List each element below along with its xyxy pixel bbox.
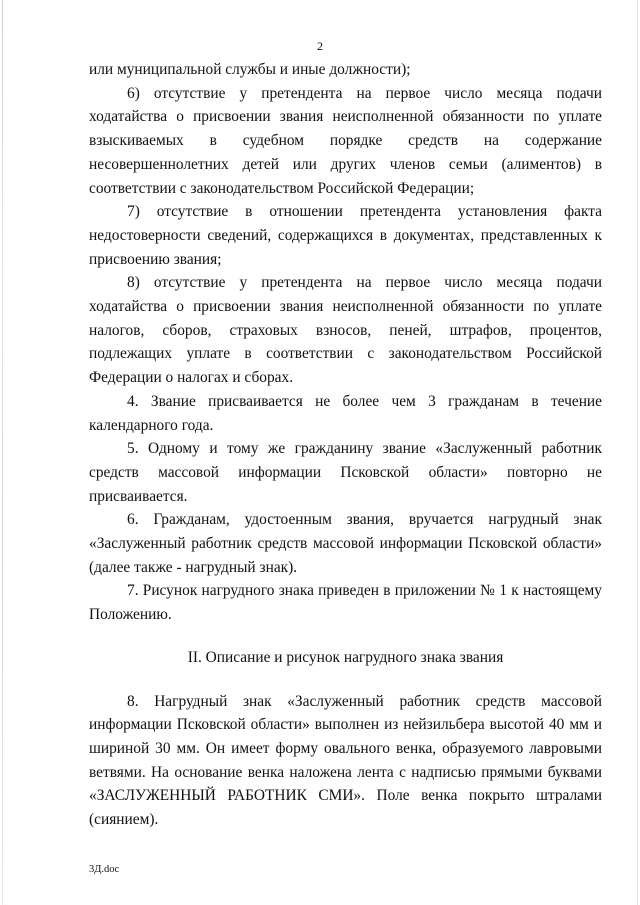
paragraphs-after-heading xyxy=(89,690,602,832)
scan-edge-left xyxy=(2,0,3,905)
section-heading: II. Описание и рисунок нагрудного знака звания xyxy=(187,648,504,666)
scan-edge-right xyxy=(637,0,638,905)
paragraph: или муниципальной службы и иные должности); xyxy=(89,61,411,78)
page-number: 2 xyxy=(317,39,323,53)
paragraph: 6) отсутствие у претендента на первое число месяца подачи ходатайства о присвоении звания неисполненной обязанности по уплате взыскиваемых в судебном порядке средств на содержание несовершеннолетних детей или других членов семьи (алиментов) в соответствии с законодательством Российской Федерации; xyxy=(89,84,602,197)
paragraph: 7. Рисунок нагрудного знака приведен в приложении № 1 к настоящему Положению. xyxy=(89,582,602,624)
paragraph: 8. Нагрудный знак «Заслуженный работник средств массовой информации Псковской области» выполнен из нейзильбера высотой 40 мм и шириной 30 мм. Он имеет форму овального венка, образуемого лавровыми ветвями. На основание венка наложена лента с надписью прямыми буквами «ЗАСЛУЖЕННЫЙ РАБОТНИК СМИ». Поле венка покрыто штралами (сиянием). xyxy=(89,692,602,829)
paragraph: 8) отсутствие у претендента на первое число месяца подачи ходатайства о присвоении звания неисполненной обязанности по уплате налогов, сборов, страховых взносов, пеней, штрафов, процентов, подлежащих уплате в соответствии с законодательством Российской Федерации о налогах и сборах. xyxy=(89,274,602,387)
paragraph: 6. Гражданам, удостоенным звания, вручается нагрудный знак «Заслуженный работник средств массовой информации Псковской области» (далее также - нагрудный знак). xyxy=(89,511,602,576)
paragraph: 5. Одному и тому же гражданину звание «Заслуженный работник средств массовой информации Псковской области» повторно не присваивается. xyxy=(89,440,602,505)
paragraph: 7) отсутствие в отношении претендента установления факта недостоверности сведений, содержащихся в документах, представленных к присвоению звания; xyxy=(89,203,602,268)
document-body xyxy=(89,58,602,832)
footer-filename: 3Д.doc xyxy=(89,864,120,875)
paragraphs-before-heading xyxy=(89,58,602,627)
paragraph: 4. Звание присваивается не более чем 3 гражданам в течение календарного года. xyxy=(89,392,602,434)
